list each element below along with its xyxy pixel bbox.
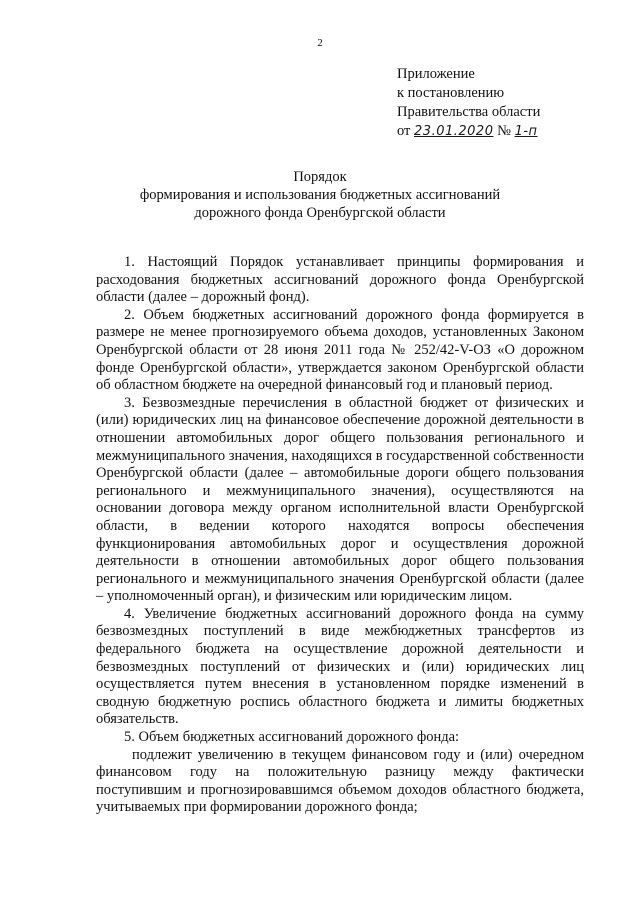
document-body (96, 254, 584, 817)
title-line-2: формирования и использования бюджетных ассигнований (139, 187, 501, 203)
paragraph-5: 5. Объем бюджетных ассигнований дорожного фонда: (124, 729, 460, 746)
appendix-header (397, 65, 540, 141)
appendix-date-line (397, 122, 540, 141)
date-prefix: от (397, 123, 411, 139)
handwritten-number: 1-п (514, 124, 538, 139)
appendix-line-3: Правительства области (397, 104, 541, 120)
paragraph-2: 2. Объем бюджетных ассигнований дорожного фонда формируется в размере не менее прогнозируемого объема доходов, установленных Законом Оренбургской области от 28 июня 2011 года № 252/42-V-ОЗ «О дорожном фонде Оренбургской области», утверждается законом Оренбургской области об областном бюджете на очередной финансовый год и плановый период. (96, 306, 584, 394)
appendix-line-2: к постановлению (397, 85, 505, 101)
paragraph-4: 4. Увеличение бюджетных ассигнований дорожного фонда на сумму безвозмездных поступлений в виде межбюджетных трансфертов из федерального бюджета на осуществление дорожной деятельности и безвозмездных поступлений от физических и (или) юридических лиц осуществляется путем внесения в установленном порядке изменений в сводную бюджетную роспись областного бюджета и лимиты бюджетных обязательств. (96, 605, 584, 728)
title-line-3: дорожного фонда Оренбургской области (194, 205, 446, 221)
appendix-line-1: Приложение (397, 66, 475, 82)
paragraph-3: 3. Безвозмездные перечисления в областной бюджет от физических и (или) юридических лиц на финансовое обеспечение дорожной деятельности в отношении автомобильных дорог общего пользования регионального и межмуниципального значения, находящихся в государственной собственности Оренбургской области (далее – автомобильные дороги общего пользования регионального и межмуниципального значения), осуществляются на основании договора между органом исполнительной власти Оренбургской области, в ведении которого находятся вопросы обеспечения функционирования автомобильных дорог и осуществления дорожной деятельности в отношении автомобильных дорог общего пользования регионального и межмуниципального значения Оренбургской области (далее – уполномоченный орган), и физическим или юридическим лицом. (96, 394, 584, 605)
paragraph-1: 1. Настоящий Порядок устанавливает принципы формирования и расходования бюджетных ассигнований дорожного фонда Оренбургской области (далее – дорожный фонд). (96, 254, 584, 306)
document-title (0, 168, 640, 222)
handwritten-date: 23.01.2020 (414, 124, 494, 139)
number-prefix: № (497, 123, 511, 139)
title-line-1: Порядок (293, 169, 347, 185)
subparagraph: подлежит увеличению в текущем финансовом году и (или) очередном финансовом году на положительную разницу между фактически поступившим и прогнозировавшимся объемом доходов областного бюджета, учитываемых при формировании дорожного фонда; (96, 746, 584, 816)
page-number: 2 (317, 37, 323, 49)
